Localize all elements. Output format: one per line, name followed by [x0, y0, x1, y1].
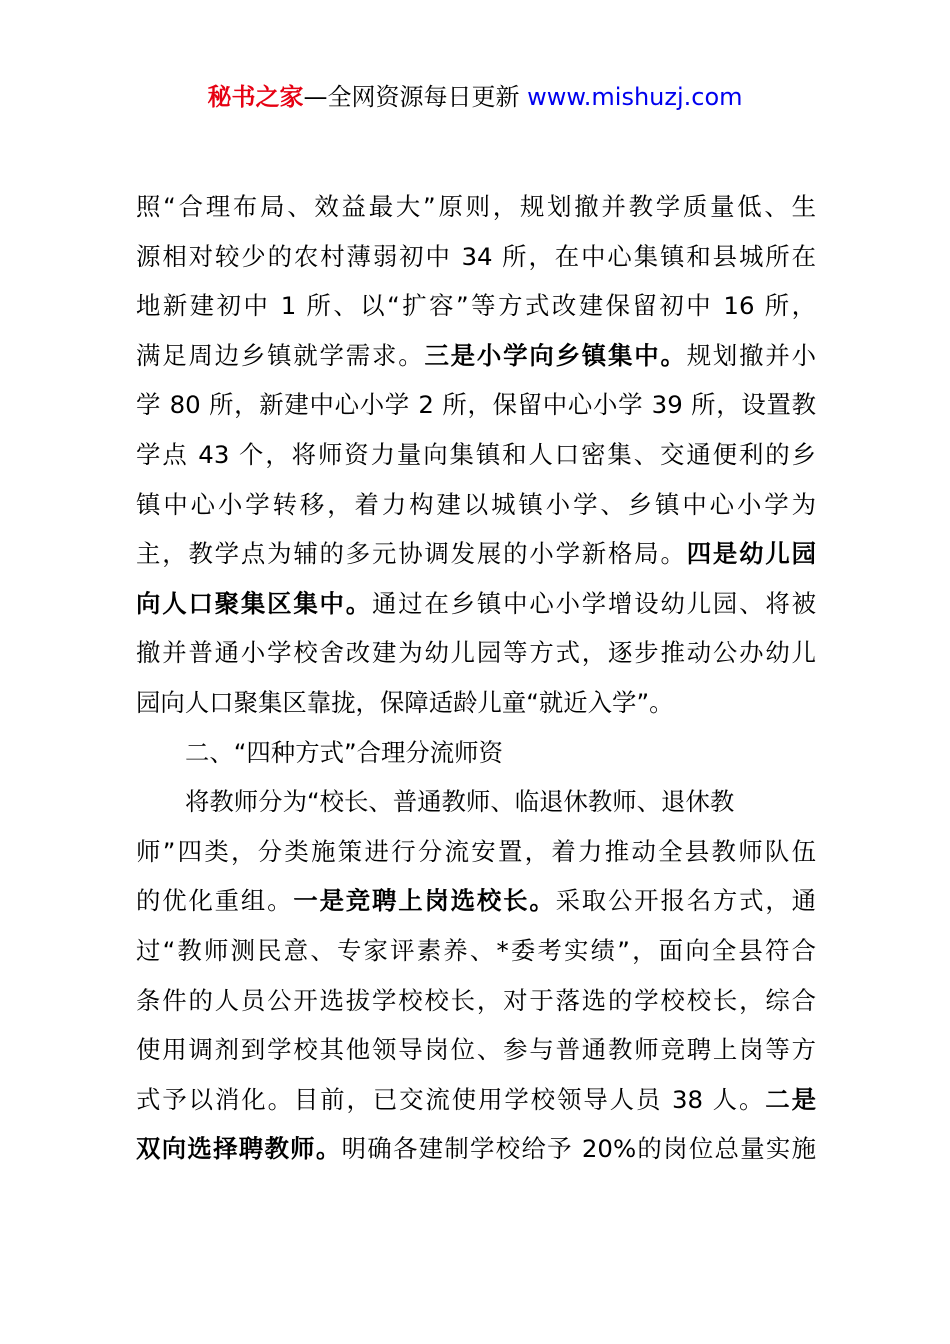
text-line: 学 80 所，新建中心小学 2 所，保留中心小学 39 所，设置教	[136, 390, 816, 420]
text-line: 师”四类，分类施策进行分流安置，着力推动全县教师队伍	[136, 836, 816, 866]
document-body	[136, 182, 816, 1174]
text-line: 地新建初中 1 所、以“扩容”等方式改建保留初中 16 所，	[136, 291, 816, 321]
bold-heading: 向人口聚集区集中。	[136, 588, 373, 618]
text-line: 主，教学点为辅的多元协调发展的小学新格局。四是幼儿园	[136, 539, 816, 569]
bold-heading: 一是竞聘上岗选校长。	[293, 886, 556, 916]
text-line: 双向选择聘教师。明确各建制学校给予 20%的岗位总量实施	[136, 1134, 816, 1164]
text-line: 向人口聚集区集中。通过在乡镇中心小学增设幼儿园、将被	[136, 588, 816, 618]
website-link[interactable]: www.mishuzj.com	[527, 83, 743, 111]
bold-heading: 三是小学向乡镇集中。	[424, 340, 687, 370]
text-line: 源相对较少的农村薄弱初中 34 所，在中心集镇和县城所在	[136, 241, 816, 271]
text-line: 式予以消化。目前，已交流使用学校领导人员 38 人。二是	[136, 1084, 816, 1114]
bold-heading: 四是幼儿园	[686, 539, 816, 569]
text-line: 的优化重组。一是竞聘上岗选校长。采取公开报名方式，通	[136, 886, 816, 916]
text-line: 使用调剂到学校其他领导岗位、参与普通教师竞聘上岗等方	[136, 1035, 816, 1065]
text-line: 园向人口聚集区靠拢，保障适龄儿童“就近入学”。	[136, 687, 674, 717]
header-tagline: —全网资源每日更新	[303, 83, 528, 111]
page-header	[0, 80, 950, 114]
bold-heading: 二是	[765, 1084, 816, 1114]
text-line: 学点 43 个，将师资力量向集镇和人口密集、交通便利的乡	[136, 439, 816, 469]
text-line: 镇中心小学转移，着力构建以城镇小学、乡镇中心小学为	[136, 489, 816, 519]
text-line: 过“教师测民意、专家评素养、*委考实绩”，面向全县符合	[136, 935, 816, 965]
text-line: 条件的人员公开选拔学校校长，对于落选的学校校长，综合	[136, 985, 816, 1015]
text-line: 照“合理布局、效益最大”原则，规划撤并教学质量低、生	[136, 192, 816, 221]
text-line: 撤并普通小学校舍改建为幼儿园等方式，逐步推动公办幼儿	[136, 638, 816, 668]
text-line: 满足周边乡镇就学需求。三是小学向乡镇集中。规划撤并小	[136, 340, 816, 370]
brand-name: 秘书之家	[207, 83, 304, 111]
text-line: 将教师分为“校长、普通教师、临退休教师、退休教	[185, 787, 735, 817]
bold-heading: 双向选择聘教师。	[136, 1134, 342, 1164]
section-heading: 二、“四种方式”合理分流师资	[185, 737, 503, 767]
